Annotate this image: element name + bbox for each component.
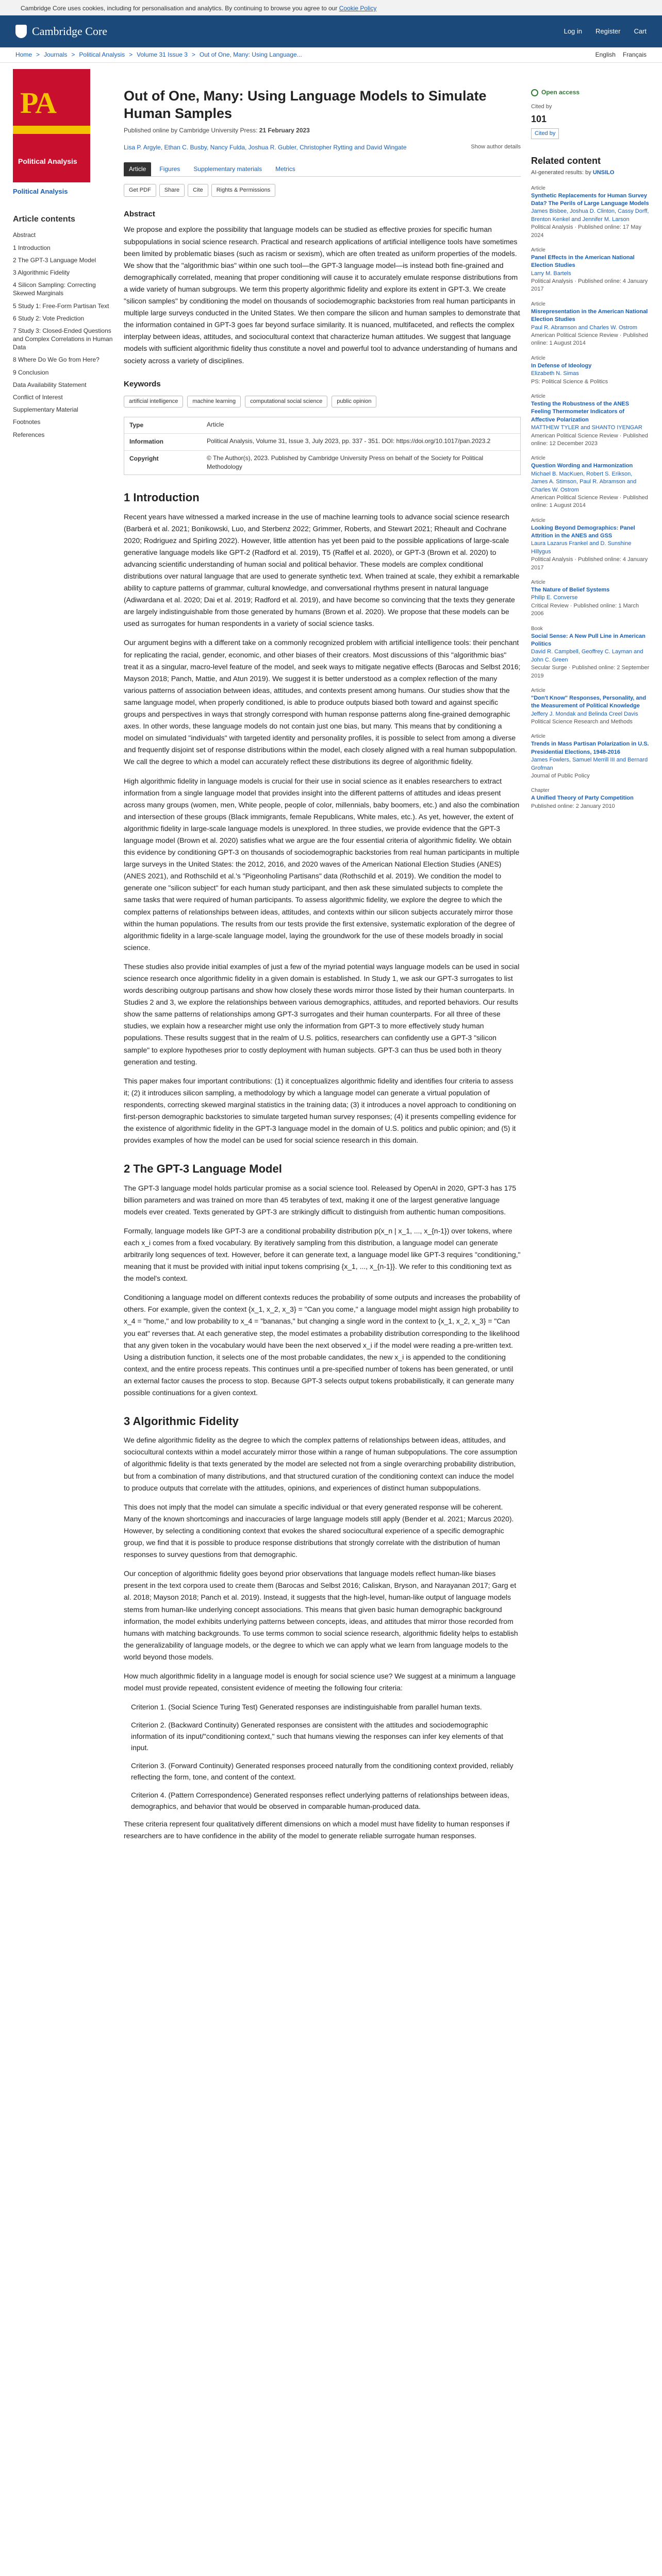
toc-item[interactable]: Conflict of Interest [13, 394, 63, 401]
related-meta: Political Analysis · Published online: 4 January 2017 [531, 556, 648, 571]
criterion-item: Criterion 3. (Forward Continuity) Generated responses proceed naturally from the conditioning context provided, reliably reflecting the form, tone, and content of the context. [131, 1761, 514, 1782]
paragraph: The GPT-3 language model holds particular promise as a social science tool. Released by OpenAI in 2020, GPT-3 has 175 billion parameters and was trained on more than 45 terabytes of text, making it one of the largest generative language models ever created. Texts generated by GPT-3 are strikingly difficult to distinguish from authentic human compositions. [124, 1183, 517, 1216]
related-type: Chapter [531, 788, 550, 794]
related-item [531, 687, 650, 726]
related-meta: American Political Science Review · Published online: 1 August 2014 [531, 332, 648, 347]
paragraph: Our argument begins with a different take on a commonly recognized problem with artificial intelligence tools: their penchant for replicating the racial, gender, economic, and other biases of their creators. Most discussions of this "algorithmic bias" treat it as a singular, macro-level feature of the model, and seek ways to mitigate negative effects (Barocas and Selbst 2016; Mayson 2018; Panch, Mattie, and Atun 2019). We suggest it is better understood as a complex reflection of the many various patterns of association between ideas, attitudes, and contexts present among humans. Our studies show that the same language model, when properly conditioned, is able to produce outputs biased both toward and against specific groups and perspectives in ways that strongly correspond with human response patterns along fine-grained demographic axes. In other words, these language models do not contain just one bias, but many. This means that by conditioning a model on simulated "individuals" with targeted identity and personality profiles, it is possible to select from among a diverse and frequently disjoint set of response distributions within the model, each closely aligned with a real human subpopulation. We call the degree to which a model can accurately reflect these distributions its degree of algorithmic fidelity. [124, 638, 521, 766]
related-meta: PS: Political Science & Politics [531, 378, 608, 385]
related-type: Article [531, 687, 545, 693]
cover-title: Political Analysis [18, 157, 77, 165]
related-item [531, 733, 650, 780]
info-label: Information [129, 438, 163, 446]
related-title-link[interactable]: The Nature of Belief Systems [531, 587, 610, 594]
toc-item[interactable]: 7 Study 3: Closed-Ended Questions and Complex Correlations in Human Data [13, 327, 113, 351]
author-links[interactable]: Lisa P. Argyle, Ethan C. Busby, Nancy Fulda, Joshua R. Gubler, Christopher Rytting and David Wingate [124, 143, 407, 151]
published-date: 21 February 2023 [259, 126, 310, 134]
related-item [531, 455, 650, 510]
toc-item[interactable]: 5 Study 1: Free-Form Partisan Text [13, 302, 109, 310]
tab-article[interactable]: Article [124, 162, 151, 176]
right-sidebar [531, 63, 650, 1849]
brand-bar [0, 15, 662, 47]
related-title-link[interactable]: Looking Beyond Demographics: Panel Attrition in the ANES and GSS [531, 524, 635, 539]
related-item [531, 393, 650, 448]
related-type: Article [531, 393, 545, 399]
paragraph: Recent years have witnessed a marked increase in the use of machine learning tools to advance social science research (Barberá et al. 2021; Bonikowski, Luo, and Sterbenz 2022; Grimmer, Roberts, and Stewart 2021; Rheault and Cochrane 2020; Rodriguez and Spirling 2022). However, little attention has yet been paid to the possible applications of large-scale generative language models like GPT-2 (Radford et al. 2019), T5 (Raffel et al. 2020), or GPT-3 (Brown et al. 2020) to advancing scientific understanding of human social and political behavior. These models are complex conditional distributions over natural language that are used to generate synthetic text. When trained at scale, they exhibit a remarkable ability to capture patterns of grammar, cultural knowledge, and conversational rhythms present in natural language (Adiwardana et al. 2020; Dai et al. 2019; Radford et al. 2019), and have become so convincing that the texts they generate are largely indistinguishable from those generated by humans (Brown et al. 2020). We propose that these models can be used as surrogates for human respondents in a variety of social science tasks. [124, 512, 520, 628]
related-content-title: Related content [531, 156, 601, 166]
related-source-prefix: AI-generated results: by [531, 169, 591, 176]
paragraph: Conditioning a language model on different contexts reduces the probability of some outputs and increases the probability of others. For example, given the context {x_1, x_2, x_3} = "Can you come," a language model might assign high probability to x_4 = "home," and low probability to x_4 = "bananas," but changing a single word in the context to {x_1, x_2, x_3} = "Can you eat" reverses that. At each generative step, the model estimates a probability distribution corresponding to the likelihood that any given token in the vocabulary would have been the next observed x_i if the model were reading a pre-written text. Using a distribution function, it selects one of the most probable candidates, the new x_i is appended to the conditioning context, and the entire process repeats. This continues until a pre-specified number of tokens has been generated, or until an external factor causes the process to stop. Because GPT-3 selects output tokens probabilistically, it can generate many possible continuations for a given context. [124, 1293, 520, 1397]
paragraph: Formally, language models like GPT-3 are a conditional probability distribution p(x_n | x_1, ..., x_{n-1}) over tokens, where each x_i comes from a fixed vocabulary. By iteratively sampling from this distribution, a language model can generate arbitrarily long sequences of text. However, before it can generate text, a language model like GPT-3 requires "conditioning," meaning that it must be provided with initial input tokens comprising {x_1, ..., x_{n-1}}. We refer to this conditioning text as the model's context. [124, 1226, 521, 1283]
related-authors: Elizabeth N. Simas [531, 370, 579, 377]
related-meta: Critical Review · Published online: 1 March 2006 [531, 602, 639, 617]
criterion-item: Criterion 1. (Social Science Turing Test) Generated responses are indistinguishable from parallel human texts. [131, 1703, 482, 1711]
section-heading: 1 Introduction [124, 491, 200, 504]
related-authors: Jeffery J. Mondak and Belinda Creel Davis [531, 710, 638, 717]
criterion-item: Criterion 4. (Pattern Correspondence) Generated responses reflect underlying patterns of relationships between ideas, demographics, and behavior that would be observed in comparable human-produced data. [131, 1790, 509, 1810]
keywords-heading: Keywords [124, 379, 161, 388]
related-title-link[interactable]: In Defense of Ideology [531, 362, 592, 369]
author-list [124, 143, 521, 152]
related-meta: Journal of Public Policy [531, 773, 590, 779]
info-row-information [124, 434, 520, 450]
related-meta: American Political Science Review · Published online: 12 December 2023 [531, 432, 648, 447]
related-type: Article [531, 580, 545, 586]
lang-french[interactable]: Français [622, 50, 647, 58]
paragraph: Our conception of algorithmic fidelity goes beyond prior observations that language models reflect human-like biases present in the text corpora used to create them (Barocas and Selbst 2016; Caliskan, Bryson, and Narayanan 2017; Garg et al. 2018; Mayson 2018; Panch et al. 2019). Instead, it suggests that the high-level, human-like output of language models stems from human-like underlying concept associations. This means that given basic human demographic background information, the model exhibits underlying patterns between concepts, ideas, and attitudes that mirror those recorded from humans with matching backgrounds. To use terms common to social science research, algorithmic fidelity helps to establish the generalizability of language models, or the degree to which we can apply what we learn from language models to the world beyond those models. [124, 1569, 518, 1661]
show-author-details[interactable]: Show author details [471, 143, 521, 150]
breadcrumb-sep: > [36, 50, 40, 58]
breadcrumb-home[interactable]: Home [15, 50, 32, 58]
share-button[interactable]: Share [159, 184, 185, 197]
journal-name-link[interactable]: Political Analysis [13, 188, 68, 195]
paragraph: How much algorithmic fidelity in a language model is enough for social science use? We suggest at a minimum a language model must provide repeated, consistent evidence of meeting the following four criteria: [124, 1671, 516, 1692]
related-meta: Secular Surge · Published online: 2 September 2019 [531, 665, 650, 679]
cover-logo: PA [20, 86, 56, 120]
breadcrumb-sep: > [71, 50, 75, 58]
toc-item[interactable]: 8 Where Do We Go from Here? [13, 356, 100, 364]
breadcrumb [0, 47, 662, 63]
related-item [531, 787, 650, 810]
keyword-tag[interactable]: public opinion [332, 396, 376, 408]
article-info-table [124, 417, 521, 475]
cookie-policy-link[interactable]: Cookie Policy [339, 5, 377, 12]
toc-item[interactable]: 9 Conclusion [13, 368, 49, 376]
rights-permissions-button[interactable]: Rights & Permissions [211, 184, 276, 197]
toc-item[interactable]: 1 Introduction [13, 244, 51, 251]
section-heading: 3 Algorithmic Fidelity [124, 1415, 239, 1428]
related-item [531, 185, 650, 240]
related-title-link[interactable]: Question Wording and Harmonization [531, 463, 633, 469]
toc-item[interactable]: 6 Study 2: Vote Prediction [13, 314, 85, 322]
open-access-badge [531, 88, 650, 97]
related-authors: Laura Lazarus Frankel and D. Sunshine Hillygus [531, 540, 632, 555]
toc-item[interactable]: 3 Algorithmic Fidelity [13, 268, 70, 276]
related-item [531, 355, 650, 386]
cited-by-count: 101 [531, 113, 547, 124]
related-authors: Larry M. Bartels [531, 270, 571, 277]
related-type: Article [531, 247, 545, 253]
related-type: Book [531, 625, 543, 632]
article-contents [13, 213, 113, 441]
related-title-link[interactable]: Misrepresentation in the American National Election Studies [531, 308, 648, 323]
get-pdf-button[interactable]: Get PDF [124, 184, 156, 197]
paragraph: High algorithmic fidelity in language models is crucial for their use in social science as it enables researchers to extract information from a single language model that provides insight into the different patterns of attitudes and ideas present across many groups (women, men, White people, people of color, millennials, baby boomers, etc.) and also the combination and intersection of these groups (Black immigrants, female Republicans, White males, etc.). As yet, however, the extent of algorithmic fidelity in large-scale language models is unexplored. In three studies, we provide evidence that the GPT-3 language model (Brown et al. 2020) satisfies what we argue are the four essential criteria of algorithmic fidelity. We obtain this evidence by conditioning GPT-3 on thousands of sociodemographic backstories from real human participants in multiple large surveys in the United States: the 2012, 2016, and 2020 waves of the American National Election Studies (ANES) (ANES 2021), and Rothschild et al.'s "Pigeonholing Partisans" data (Rothschild et al. 2019). We condition the model to generate one "silicon subject" for each human study participant, and then ask these simulated subjects to complete the same tasks that were required of human participants. To assess algorithmic fidelity, we explore the degree to which the complex patterns of relationships between ideas, attitudes, and contexts within our silicon subjects accurately mirror those within the human populations. The results from our tests provide the first extensive, systematic exploration of the degree of algorithmic fidelity in a large-scale language model, laying the groundwork for the use of these models broadly in social science. [124, 776, 520, 952]
shield-icon [15, 25, 27, 38]
related-type: Article [531, 734, 545, 740]
related-item [531, 517, 650, 572]
related-authors: James Fowlers, Samuel Merrill III and Bernard Grofman [531, 757, 648, 771]
info-row-copyright [124, 451, 520, 475]
keyword-tag[interactable]: computational social science [245, 396, 327, 408]
keyword-tag[interactable]: machine learning [187, 396, 241, 408]
related-authors: Philip E. Converse [531, 595, 578, 601]
related-item [531, 625, 650, 680]
info-value: © The Author(s), 2023. Published by Cambridge University Press on behalf of the Society for Political Methodology [207, 454, 484, 470]
related-meta: Published online: 2 January 2010 [531, 803, 615, 809]
toc-item[interactable]: 4 Silicon Sampling: Correcting Skewed Marginals [13, 281, 96, 297]
section-heading: 2 The GPT-3 Language Model [124, 1162, 282, 1176]
related-title-link[interactable]: A Unified Theory of Party Competition [531, 795, 634, 802]
open-access-label: Open access [541, 89, 580, 96]
breadcrumb-journals[interactable]: Journals [44, 50, 68, 58]
article-title: Out of One, Many: Using Language Models to Simulate Human Samples [124, 88, 487, 121]
related-authors: Paul R. Abramson and Charles W. Ostrom [531, 324, 638, 331]
breadcrumb-volume[interactable]: Volume 31 Issue 3 [137, 50, 188, 58]
related-type: Article [531, 455, 545, 462]
info-label: Type [129, 421, 144, 429]
related-authors: MATTHEW TYLER and SHANTO IYENGAR [531, 425, 642, 431]
lang-english[interactable]: English [595, 50, 616, 58]
register-link[interactable]: Register [595, 27, 621, 35]
cookie-text: Cambridge Core uses cookies, including for personalisation and analytics. By continuing to browse you agree to our [21, 5, 339, 12]
criterion-item: Criterion 2. (Backward Continuity) Generated responses are consistent with the attitudes and sociodemographic information of its input/"conditioning context," such that humans viewing the responses can infer key elements of that input. [131, 1720, 504, 1752]
related-meta: Political Analysis · Published online: 17 May 2024 [531, 224, 642, 239]
tab-supplementary[interactable]: Supplementary materials [193, 165, 262, 173]
related-title-link[interactable]: Synthetic Replacements for Human Survey Data? The Perils of Large Language Models [531, 192, 649, 207]
paragraph: These criteria represent four qualitatively different dimensions on which a model must have fidelity to human responses if researchers are to have confidence in the ability of the model to generate reliable surrogate human responses. [124, 1820, 510, 1840]
toc-item[interactable]: Abstract [13, 231, 36, 239]
article-tabs [124, 162, 521, 177]
login-link[interactable]: Log in [564, 27, 583, 35]
open-access-icon [531, 89, 538, 96]
related-item [531, 247, 650, 294]
related-authors: Michael B. MacKuen, Robert S. Erikson, James A. Stimson, Paul R. Abramson and Charles W. Ostrom [531, 470, 637, 493]
related-type: Article [531, 517, 545, 523]
journal-cover[interactable] [13, 69, 90, 182]
toc-heading: Article contents [13, 214, 75, 224]
article-tools [124, 184, 521, 197]
abstract-heading: Abstract [124, 210, 155, 219]
toc-item[interactable]: 2 The GPT-3 Language Model [13, 256, 96, 264]
cited-by-label: Cited by [531, 104, 552, 110]
related-authors: David R. Campbell, Geoffrey C. Layman and John C. Green [531, 649, 643, 663]
article-main [113, 63, 531, 1849]
cite-button[interactable]: Cite [188, 184, 208, 197]
tab-figures[interactable]: Figures [159, 165, 180, 173]
keyword-tag[interactable]: artificial intelligence [124, 396, 183, 408]
info-value: Article [207, 421, 224, 429]
toc-item[interactable]: References [13, 431, 45, 438]
related-authors: James Bisbee, Joshua D. Clinton, Cassy Dorff, Brenton Kenkel and Jennifer M. Larson [531, 208, 649, 223]
related-meta: Political Analysis · Published online: 4 January 2017 [531, 278, 648, 293]
related-meta: Political Science Research and Methods [531, 719, 633, 725]
related-title-link[interactable]: Social Sense: A New Pull Line in American Politics [531, 633, 646, 647]
left-sidebar [10, 63, 113, 1849]
breadcrumb-sep: > [129, 50, 133, 58]
toc-item[interactable]: Data Availability Statement [13, 381, 87, 388]
breadcrumb-sep: > [191, 50, 195, 58]
related-title-link[interactable]: Testing the Robustness of the ANES Feeling Thermometer Indicators of Affective Polarization [531, 400, 630, 423]
tab-metrics[interactable]: Metrics [275, 165, 295, 173]
published-prefix: Published online by Cambridge University Press: [124, 126, 258, 134]
unsilo-link[interactable]: UNSILO [592, 169, 615, 176]
related-meta: American Political Science Review · Published online: 1 August 2014 [531, 494, 648, 509]
cart-link[interactable]: Cart [634, 27, 647, 35]
cambridge-core-logo[interactable] [15, 22, 107, 40]
toc-item[interactable]: Supplementary Material [13, 406, 78, 414]
cookie-banner [0, 0, 662, 15]
related-title-link[interactable]: "Don't Know" Responses, Personality, and the Measurement of Political Knowledge [531, 694, 647, 709]
brand-name: Cambridge Core [32, 25, 108, 38]
paragraph: These studies also provide initial examples of just a few of the myriad potential ways language models can be used in social science research once algorithmic fidelity in a given domain is established. In Study 1, we ask our GPT-3 surrogates to list words describing outgroup partisans and show how closely these words mirror those listed by their human counterparts. In Studies 2 and 3, we explore the relationships between various demographics, attitudes, and reported behaviors. Our results show the same patterns of relationships among GPT-3 surrogates and their human counterparts. For all three of these studies, we explain how a researcher might use only the information from GPT-3 to more effectively study human populations. These results suggest that in the realm of U.S. politics, researchers can confidently use a GPT-3 "silicon sample" to explore hypotheses prior to costly deployment with human subjects. GPT-3 can thus be used both in theory generation and testing. [124, 962, 520, 1066]
breadcrumb-current: Out of One, Many: Using Language... [199, 50, 302, 58]
related-title-link[interactable]: Panel Effects in the American National Election Studies [531, 254, 635, 269]
related-type: Article [531, 355, 545, 361]
cited-by-button[interactable]: Cited by [531, 128, 559, 140]
abstract-text: We propose and explore the possibility that language models can be studied as effective proxies for specific human subpopulations in social science research. Practical and research applications of artificial intelligence tools have sometimes been limited by problematic biases (such as racism or sexism), which are often treated as uniform properties of the models. We show that the "algorithmic bias" within one such tool—the GPT-3 language model—is instead both fine-grained and demographically correlated, meaning that proper conditioning will cause it to accurately emulate response distributions from a wide variety of human subgroups. We term this property algorithmic fidelity and explore its extent in GPT-3. We create "silicon samples" by conditioning the model on thousands of sociodemographic backstories from real human participants in multiple large surveys conducted in the United States. We then compare the silicon and human samples to demonstrate that the information contained in GPT-3 goes far beyond surface similarity. It is nuanced, multifaceted, and reflects the complex interplay between ideas, attitudes, and sociocultural context that characterize human attitudes. We suggest that language models with sufficient algorithmic fidelity thus constitute a novel and powerful tool to advance understanding of humans and society across a variety of disciplines. [124, 225, 520, 365]
related-item [531, 301, 650, 348]
breadcrumb-journal[interactable]: Political Analysis [79, 50, 125, 58]
info-row-type [124, 417, 520, 434]
related-title-link[interactable]: Trends in Mass Partisan Polarization in U.S. Presidential Elections, 1948-2016 [531, 741, 649, 755]
paragraph: This does not imply that the model can simulate a specific individual or that every generated response will be coherent. Many of the known shortcomings and inaccuracies of large language models still apply (Bender et al. 2021; Marcus 2020). However, by selecting a conditioning context that evokes the shared sociocultural experience of a specific demographic group, we find that it is possible to produce response distributions that strongly correlate with the distribution of human responses to survey questions from that demographic. [124, 1502, 514, 1559]
related-item [531, 579, 650, 618]
keyword-list [124, 396, 521, 408]
info-value-link[interactable]: Political Analysis, Volume 31, Issue 3, July 2023, pp. 337 - 351. DOI: https://doi.org/10.1017/pan.2023.2 [207, 437, 491, 445]
paragraph: This paper makes four important contributions: (1) it conceptualizes algorithmic fidelity and identifies four criteria to assess it; (2) it introduces silicon sampling, a methodology by which a language model can generate a virtual population of respondents, correcting skewed marginal statistics in the training data; (3) it introduces a novel approach to conditioning on first-person demographic backstories to simulate targeted human survey responses; (4) it presents compelling evidence for the existence of algorithmic fidelity in the GPT-3 language model in the domain of U.S. politics and public opinion; and (5) it provides examples of how the model can be used for social science research in this domain. [124, 1076, 517, 1145]
toc-item[interactable]: Footnotes [13, 418, 41, 426]
related-type: Article [531, 301, 545, 307]
published-info [124, 126, 521, 135]
info-label: Copyright [129, 454, 159, 462]
related-content-source [531, 168, 650, 178]
related-type: Article [531, 185, 545, 191]
cover-band [13, 126, 90, 134]
paragraph: We define algorithmic fidelity as the degree to which the complex patterns of relationships between ideas, attitudes, and sociocultural contexts within a model accurately mirror those within a range of human subpopulations. The core assumption of algorithmic fidelity is that texts generated by the model are selected not from a single overarching probability distribution, but from a combination of many distributions, and that structured curation of the conditioning context can induce the model to produce outputs that correlate with the attitudes, opinions, and experiences of distinct human subpopulations. [124, 1436, 518, 1492]
